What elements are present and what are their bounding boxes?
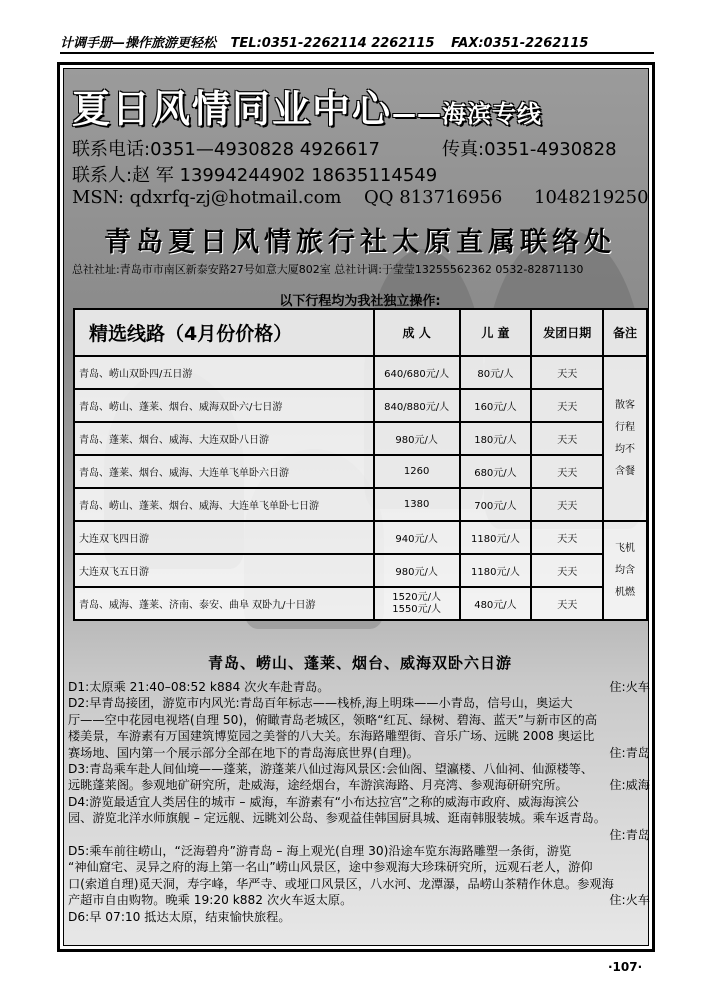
route-name: 青岛、崂山、蓬莱、烟台、威海双卧六/七日游 <box>74 389 374 422</box>
header-tel: TEL:0351-2262114 2262115 <box>230 36 435 51</box>
route-name: 青岛、蓬莱、烟台、威海、大连单飞单卧六日游 <box>74 455 374 488</box>
itinerary-line: D1:太原乘 21:40–08:52 k884 次火车赴青岛。 住:火车 <box>68 680 650 694</box>
table-row <box>74 587 647 620</box>
child-price: 180元/人 <box>460 422 532 455</box>
route-name: 大连双飞五日游 <box>74 554 374 587</box>
route-name: 青岛、崂山、蓬莱、烟台、威海、大连单飞单卧七日游 <box>74 488 374 521</box>
adult-price: 1260 <box>374 455 460 488</box>
itinerary-line: D4:游览最适宜人类居住的城市 – 威海，车游素有“小布达拉宫”之称的威海市政府、威海海滨公 <box>68 794 579 809</box>
itinerary-line: 园、游览北洋水师旗舰 – 定远舰、远眺刘公岛、参观益佳韩国厨具城、逛南韩服装城。乘车返青岛。 <box>68 811 606 826</box>
departure-date: 天天 <box>531 554 603 587</box>
itinerary-line: “神仙窟宅、灵异之府的海上第一名山”崂山风景区，途中参观海大珍珠研究所，远观石老人，游仰 <box>68 860 593 875</box>
departure-date: 天天 <box>531 356 603 389</box>
title-sub: ——海滨专线 <box>392 100 543 128</box>
contact-fax: 传真:0351-4930828 <box>442 139 617 160</box>
departure-date: 天天 <box>531 422 603 455</box>
contact-qq: QQ 813716956 <box>364 187 503 208</box>
itinerary-line: 远眺蓬莱阁。参观地矿研究所，赴威海，途经烟台，车游滨海路、月亮湾、参观海研研究所。 住:威海 <box>68 778 650 793</box>
col-header-date: 发团日期 <box>531 309 603 356</box>
route-name: 大连双飞四日游 <box>74 521 374 554</box>
stay-label: 住:火车 <box>609 893 650 908</box>
note-meals: 散客 行程 均不 含餐 <box>603 356 647 521</box>
col-header-route: 精选线路（4月份价格） <box>74 309 374 356</box>
table-row <box>74 356 647 389</box>
itinerary-line: D2:早青岛接团，游览市内风光:青岛百年标志——栈桥,海上明珠——小青岛，信号山，奥运大 <box>68 696 573 711</box>
header-fax: FAX:0351-2262115 <box>451 36 589 51</box>
note-fuel: 飞机 均含 机燃 <box>603 521 647 620</box>
itinerary-line: D3:青岛乘车赴人间仙境——蓬莱，游蓬莱八仙过海风景区:会仙阁、望瀛楼、八仙祠、仙源楼等、 <box>68 762 594 777</box>
operation-notice: 以下行程均为我社独立操作: <box>279 294 441 309</box>
adult-price: 840/880元/人 <box>374 389 460 422</box>
adult-price: 940元/人 <box>374 521 460 554</box>
title-main: 夏日风情同业中心 <box>72 87 393 131</box>
child-price: 160元/人 <box>460 389 532 422</box>
table-row <box>74 554 647 587</box>
child-price: 480元/人 <box>460 587 532 620</box>
header-slogan: 计调手册—操作旅游更轻松 <box>60 36 217 51</box>
child-price: 1180元/人 <box>460 554 532 587</box>
adult-price: 640/680元/人 <box>374 356 460 389</box>
table-header-row <box>74 309 647 356</box>
contact-msn[interactable]: MSN: qdxrfq-zj@hotmail.com <box>72 187 342 208</box>
adult-price: 1520元/人 1550元/人 <box>374 587 460 620</box>
table-row <box>74 422 647 455</box>
top-header-bar <box>60 32 654 52</box>
agency-address: 总社社址:青岛市市南区新泰安路27号如意大厦802室 总社计调:于莹莹13255562362 0532-82871130 <box>72 263 584 276</box>
header-rule <box>60 52 654 54</box>
table-row <box>74 488 647 521</box>
departure-date: 天天 <box>531 389 603 422</box>
col-header-adult: 成 人 <box>374 309 460 356</box>
itinerary-line: 产超市自由购物。晚乘 19:20 k882 次火车返太原。 住:火车 <box>68 893 650 908</box>
itinerary-line: D6:早 07:10 抵达太原，结束愉快旅程。 <box>68 909 291 924</box>
itinerary-text <box>68 679 650 925</box>
itinerary-title: 青岛、崂山、蓬莱、烟台、威海双卧六日游 <box>207 654 512 672</box>
child-price: 80元/人 <box>460 356 532 389</box>
departure-date: 天天 <box>531 521 603 554</box>
table-row <box>74 521 647 554</box>
page-number: ·107· <box>608 960 643 974</box>
table-row <box>74 389 647 422</box>
table-row <box>74 455 647 488</box>
col-header-note: 备注 <box>603 309 647 356</box>
stay-label: 住:火车 <box>609 680 650 694</box>
contact-qq2: 1048219250 <box>534 187 649 208</box>
route-price-table <box>73 308 648 621</box>
col-header-child: 儿 童 <box>460 309 532 356</box>
itinerary-line: D5:乘车前往崂山，“泛海碧舟”游青岛 – 海上观光(自理 30)沿途车览东海路雕塑一条街，游览 <box>68 844 572 859</box>
departure-date: 天天 <box>531 455 603 488</box>
child-price: 700元/人 <box>460 488 532 521</box>
agency-name: 青岛夏日风情旅行社太原直属联络处 <box>104 227 616 258</box>
contact-phone: 联系电话:0351—4930828 4926617 <box>72 139 380 160</box>
stay-label: 住:青岛 <box>609 745 650 760</box>
itinerary-line: 楼美景，车游素有万国建筑博览园之美誉的八大关。东海路雕塑街、音乐广场、远眺 2008 奥运比 <box>68 729 595 744</box>
stay-label: 住:青岛 <box>609 827 650 842</box>
adult-price: 1380 <box>374 488 460 521</box>
adult-price: 980元/人 <box>374 554 460 587</box>
departure-date: 天天 <box>531 488 603 521</box>
route-name: 青岛、蓬莱、烟台、威海、大连双卧八日游 <box>74 422 374 455</box>
stay-label: 住:威海 <box>609 778 650 793</box>
route-name: 青岛、威海、蓬莱、济南、泰安、曲阜 双卧九/十日游 <box>74 587 374 620</box>
itinerary-line <box>68 827 650 843</box>
itinerary-line: 口(索道自理)觅天洞，寿字峰，华严寺、或垭口风景区，八水河、龙潭瀑，品崂山茶精作休息。参观海 <box>68 876 614 891</box>
contact-person: 联系人:赵 军 13994244902 18635114549 <box>72 165 438 186</box>
route-name: 青岛、崂山双卧四/五日游 <box>74 356 374 389</box>
departure-date: 天天 <box>531 587 603 620</box>
center-title <box>72 78 542 133</box>
child-price: 680元/人 <box>460 455 532 488</box>
child-price: 1180元/人 <box>460 521 532 554</box>
itinerary-line: 赛场地、国内第一个展示部分全部在地下的青岛海底世界(自理)。 住:青岛 <box>68 745 650 760</box>
itinerary-line: 厅——空中花园电视塔(自理 50)，俯瞰青岛老城区，领略“红瓦、绿树、碧海、蓝天”与新市区的高 <box>68 712 598 727</box>
adult-price: 980元/人 <box>374 422 460 455</box>
